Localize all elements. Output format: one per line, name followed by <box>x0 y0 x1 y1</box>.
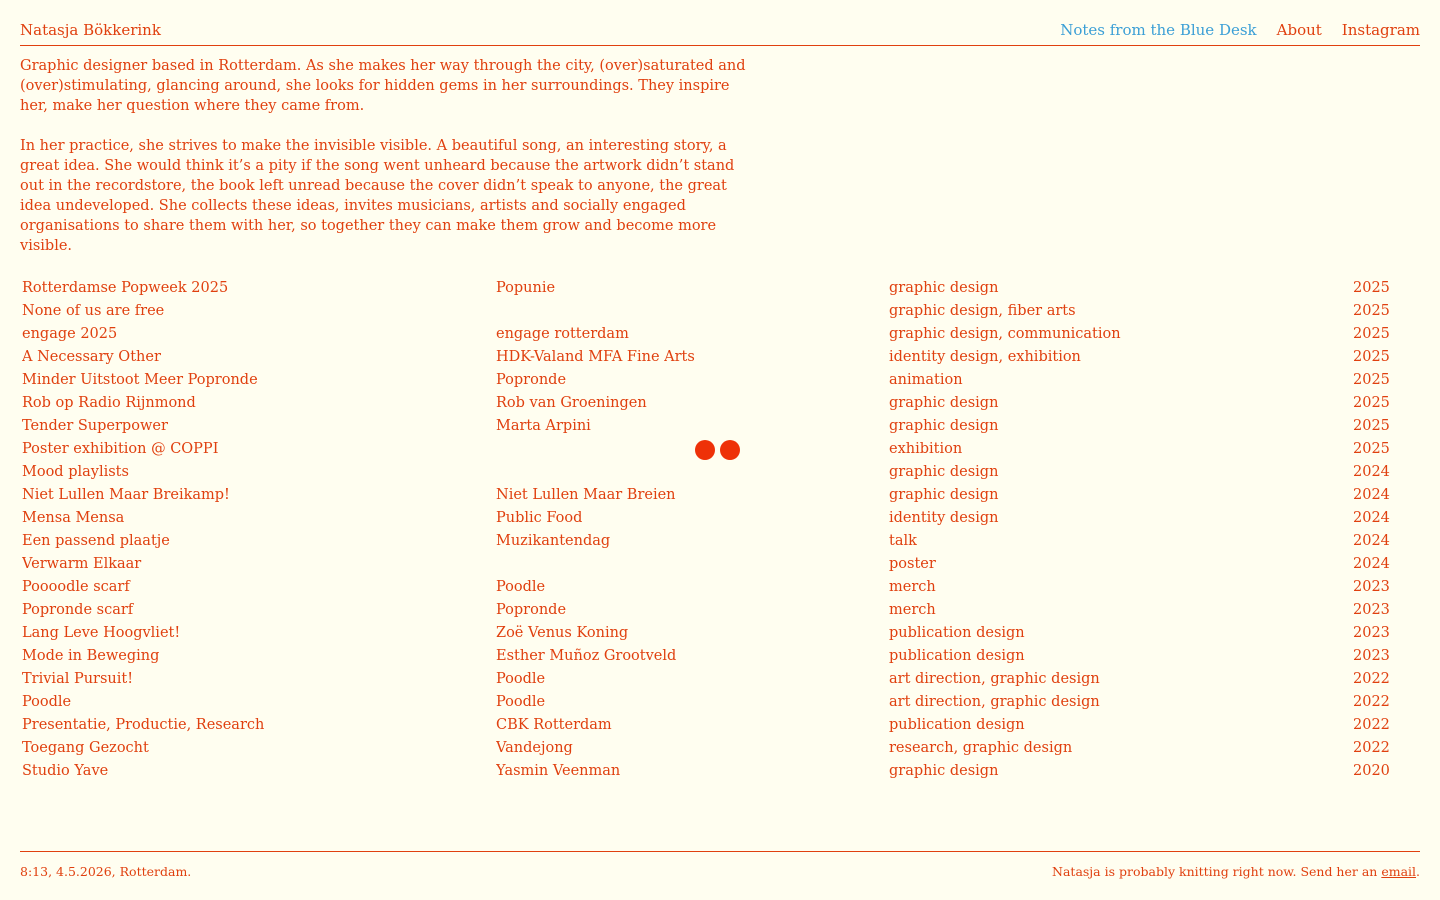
project-year: 2025 <box>1353 395 1390 411</box>
project-client: Yasmin Veenman <box>496 763 621 779</box>
project-discipline: identity design, exhibition <box>889 349 1081 365</box>
project-year: 2025 <box>1353 441 1390 457</box>
red-dot-icon <box>695 440 715 460</box>
project-discipline: graphic design <box>889 418 999 434</box>
project-row[interactable] <box>22 760 1402 783</box>
project-title: Toegang Gezocht <box>22 740 149 756</box>
nav-about[interactable]: About <box>1276 21 1322 39</box>
project-title: None of us are free <box>22 303 165 319</box>
nav-instagram[interactable]: Instagram <box>1341 21 1420 39</box>
project-row[interactable] <box>22 645 1402 668</box>
project-discipline: art direction, graphic design <box>889 671 1100 687</box>
project-discipline: publication design <box>889 717 1025 733</box>
footer-contact-end: . <box>1416 864 1420 879</box>
site-name-link[interactable]: Natasja Bökkerink <box>20 21 161 39</box>
project-title: Poster exhibition @ COPPI <box>22 441 219 457</box>
project-discipline: publication design <box>889 625 1025 641</box>
project-year: 2023 <box>1353 602 1390 618</box>
project-row[interactable] <box>22 392 1402 415</box>
project-year: 2024 <box>1353 533 1390 549</box>
site-header <box>20 18 1420 46</box>
main-nav <box>1060 18 1420 42</box>
project-year: 2022 <box>1353 694 1390 710</box>
project-client <box>496 438 889 461</box>
intro-paragraph-1: Graphic designer based in Rotterdam. As she makes her way through the city, (over)saturated and (over)stimulating, glancing around, she looks for hidden gems in her surroundings. They inspire her, make her question where they came from. <box>20 58 746 114</box>
project-year: 2023 <box>1353 579 1390 595</box>
project-discipline: identity design <box>889 510 999 526</box>
project-year: 2025 <box>1353 303 1390 319</box>
project-title: Mood playlists <box>22 464 129 480</box>
project-year: 2024 <box>1353 487 1390 503</box>
project-discipline: graphic design <box>889 395 999 411</box>
project-title: Rob op Radio Rijnmond <box>22 395 196 411</box>
project-row[interactable] <box>22 484 1402 507</box>
project-discipline: graphic design <box>889 280 999 296</box>
project-client: Poodle <box>496 671 546 687</box>
project-discipline: merch <box>889 579 936 595</box>
project-title: Tender Superpower <box>22 418 168 434</box>
project-title: Verwarm Elkaar <box>22 556 142 572</box>
project-year: 2025 <box>1353 326 1390 342</box>
project-client: Vandejong <box>496 740 573 756</box>
project-title: Presentatie, Productie, Research <box>22 717 265 733</box>
project-row[interactable] <box>22 507 1402 530</box>
project-client: Muzikantendag <box>496 533 611 549</box>
project-discipline: graphic design, fiber arts <box>889 303 1076 319</box>
project-row[interactable] <box>22 415 1402 438</box>
project-year: 2023 <box>1353 625 1390 641</box>
project-client <box>496 300 889 323</box>
red-dot-icon <box>720 440 740 460</box>
project-client <box>496 461 889 484</box>
project-client <box>496 553 889 576</box>
cursor-dots <box>695 440 740 460</box>
project-year: 2023 <box>1353 648 1390 664</box>
project-discipline: publication design <box>889 648 1025 664</box>
project-title: Lang Leve Hoogvliet! <box>22 625 181 641</box>
project-discipline: poster <box>889 556 936 572</box>
project-discipline: art direction, graphic design <box>889 694 1100 710</box>
project-discipline: talk <box>889 533 917 549</box>
project-year: 2025 <box>1353 349 1390 365</box>
project-client: Public Food <box>496 510 583 526</box>
email-link[interactable]: email <box>1381 864 1417 879</box>
project-title: Poooodle scarf <box>22 579 130 595</box>
project-client: Popronde <box>496 372 567 388</box>
project-client: Rob van Groeningen <box>496 395 647 411</box>
project-row[interactable] <box>22 323 1402 346</box>
project-year: 2022 <box>1353 671 1390 687</box>
project-row[interactable] <box>22 369 1402 392</box>
project-year: 2025 <box>1353 280 1390 296</box>
project-discipline: animation <box>889 372 963 388</box>
intro-paragraph-2: In her practice, she strives to make the invisible visible. A beautiful song, an interesting story, a great idea. She would think it’s a pity if the song went unheard because the artwork didn’t stand out in the recordstore, the book left unread because the cover didn’t speak to anyone, the great idea undeveloped. She collects these ideas, invites musicians, artists and socially engaged organisations to share them with her, so together they can make them grow and become more visible. <box>20 138 735 254</box>
project-discipline: exhibition <box>889 441 963 457</box>
site-footer <box>20 851 1420 881</box>
project-title: Poodle <box>22 694 72 710</box>
project-row[interactable] <box>22 553 1402 576</box>
project-discipline: merch <box>889 602 936 618</box>
project-client: Niet Lullen Maar Breien <box>496 487 676 503</box>
project-title: Trivial Pursuit! <box>22 671 134 687</box>
intro-text <box>20 56 750 276</box>
project-title: Een passend plaatje <box>22 533 170 549</box>
project-year: 2022 <box>1353 717 1390 733</box>
project-list <box>22 277 1402 783</box>
project-row[interactable] <box>22 300 1402 323</box>
project-year: 2025 <box>1353 418 1390 434</box>
project-title: Rotterdamse Popweek 2025 <box>22 280 229 296</box>
footer-time-location: 8:13, 4.5.2026, Rotterdam. <box>20 864 192 879</box>
project-client: Poodle <box>496 694 546 710</box>
project-year: 2025 <box>1353 372 1390 388</box>
project-row[interactable] <box>22 277 1402 300</box>
project-row[interactable] <box>22 530 1402 553</box>
project-row[interactable] <box>22 622 1402 645</box>
project-row[interactable] <box>22 461 1402 484</box>
project-client: Zoë Venus Koning <box>496 625 629 641</box>
project-year: 2022 <box>1353 740 1390 756</box>
project-discipline: graphic design, communication <box>889 326 1121 342</box>
project-row[interactable] <box>22 576 1402 599</box>
project-year: 2024 <box>1353 464 1390 480</box>
footer-contact-text: Natasja is probably knitting right now. Send her an <box>1052 864 1382 879</box>
project-discipline: graphic design <box>889 763 999 779</box>
project-title: Popronde scarf <box>22 602 134 618</box>
project-title: Mode in Beweging <box>22 648 160 664</box>
project-client: Esther Muñoz Grootveld <box>496 648 677 664</box>
project-title: Mensa Mensa <box>22 510 125 526</box>
project-row[interactable] <box>22 714 1402 737</box>
project-client: HDK-Valand MFA Fine Arts <box>496 349 695 365</box>
project-row[interactable] <box>22 737 1402 760</box>
project-row[interactable] <box>22 691 1402 714</box>
project-year: 2024 <box>1353 556 1390 572</box>
project-year: 2020 <box>1353 763 1390 779</box>
project-client: Poodle <box>496 579 546 595</box>
project-discipline: graphic design <box>889 487 999 503</box>
project-row[interactable] <box>22 599 1402 622</box>
project-client: Popronde <box>496 602 567 618</box>
project-title: A Necessary Other <box>22 349 161 365</box>
footer-contact <box>1052 863 1420 881</box>
project-client: Popunie <box>496 280 556 296</box>
project-client: Marta Arpini <box>496 418 591 434</box>
project-year: 2024 <box>1353 510 1390 526</box>
project-discipline: graphic design <box>889 464 999 480</box>
project-client: CBK Rotterdam <box>496 717 612 733</box>
project-row[interactable] <box>22 668 1402 691</box>
project-discipline: research, graphic design <box>889 740 1073 756</box>
project-title: Minder Uitstoot Meer Popronde <box>22 372 258 388</box>
project-title: engage 2025 <box>22 326 118 342</box>
project-client: engage rotterdam <box>496 326 629 342</box>
nav-notes-blue-desk[interactable]: Notes from the Blue Desk <box>1060 21 1257 39</box>
project-title: Studio Yave <box>22 763 109 779</box>
project-title: Niet Lullen Maar Breikamp! <box>22 487 230 503</box>
project-row[interactable] <box>22 346 1402 369</box>
